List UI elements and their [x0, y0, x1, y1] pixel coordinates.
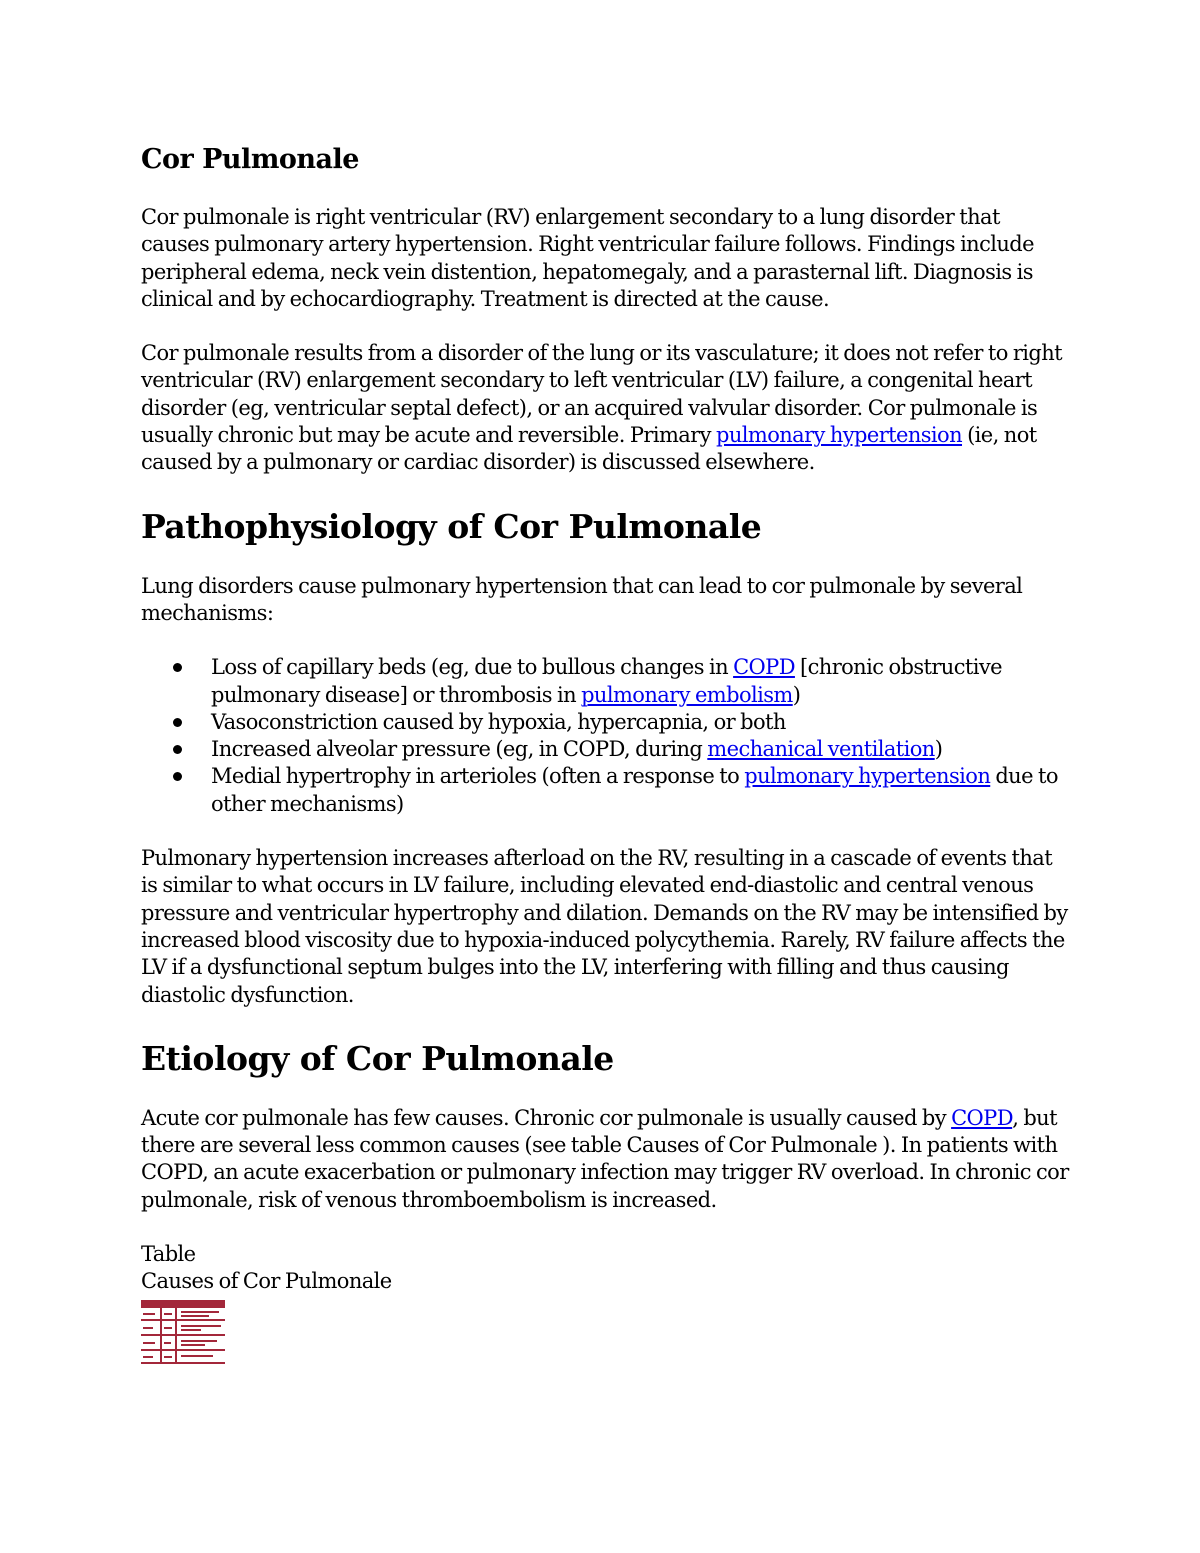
- intro-paragraph: Cor pulmonale is right ventricular (RV) enlargement secondary to a lung disorder that causes pulmonary artery hypertension. Right ventricular failure follows. Findings include peripheral edema, neck vein distention, hepatomegaly, and a parasternal lift. Diagnosis is clinical and by echocardiography. Treatment is directed at the cause.: [141, 205, 1034, 311]
- table-title: Causes of Cor Pulmonale: [141, 1269, 392, 1294]
- list-item: Loss of capillary beds (eg, due to bullous changes in COPD [chronic obstructive pulmonary disease] or thrombosis in pulmonary embolism): [141, 654, 1071, 709]
- pulmonary-embolism-link[interactable]: pulmonary embolism: [581, 682, 793, 707]
- copd-link[interactable]: COPD: [951, 1105, 1013, 1130]
- table-icon[interactable]: [141, 1300, 225, 1364]
- pathophysiology-lead: Lung disorders cause pulmonary hypertension that can lead to cor pulmonale by several mechanisms:: [141, 573, 1023, 625]
- list-item: Vasoconstriction caused by hypoxia, hypercapnia, or both: [141, 709, 1071, 736]
- etiology-heading: Etiology of Cor Pulmonale: [141, 1038, 614, 1078]
- table-label: Table: [141, 1242, 196, 1267]
- etiology-paragraph: Acute cor pulmonale has few causes. Chronic cor pulmonale is usually caused by COPD, but there are several less common causes (see table Causes of Cor Pulmonale ). In patients with COPD, an acute exacerbation or pulmonary infection may trigger RV overload. In chronic cor pulmonale, risk of venous thromboembolism is increased.: [141, 1105, 1069, 1212]
- bullet-icon: [173, 718, 182, 727]
- scope-paragraph: [141, 340, 1071, 476]
- mechanical-ventilation-link[interactable]: mechanical ventilation: [707, 737, 935, 762]
- list-item: Medial hypertrophy in arterioles (often a response to pulmonary hypertension due to other mechanisms): [141, 763, 1071, 818]
- scope-text-1: Cor pulmonale results from a disorder of the lung or its vasculature; it does not refer to right ventricular (RV) enlargement secondary to left ventricular (LV) failure, a congenital heart disorder (eg, ventricular septal defect), or an acquired valvular disorder. Cor pulmonale is usually chronic but may be acute and reversible. Primary: [141, 341, 1062, 448]
- scope-text-2: (ie, not caused by a pulmonary or cardiac disorder) is discussed elsewhere.: [141, 423, 1037, 475]
- bullet-icon: [173, 772, 182, 781]
- list-item: Increased alveolar pressure (eg, in COPD, during mechanical ventilation): [141, 736, 1071, 763]
- document-page: [141, 140, 1071, 1364]
- pulmonary-hypertension-link[interactable]: pulmonary hypertension: [716, 423, 963, 448]
- pulmonary-hypertension-link[interactable]: pulmonary hypertension: [744, 764, 991, 789]
- bullet-icon: [173, 745, 182, 754]
- pathophysiology-body: Pulmonary hypertension increases afterload on the RV, resulting in a cascade of events that is similar to what occurs in LV failure, including elevated end-diastolic and central venous pressure and ventricular hypertrophy and dilation. Demands on the RV may be intensified by increased blood viscosity due to hypoxia-induced polycythemia. Rarely, RV failure affects the LV if a dysfunctional septum bulges into the LV, interfering with filling and thus causing diastolic dysfunction.: [141, 846, 1068, 1007]
- page-title: Cor Pulmonale: [141, 144, 359, 175]
- copd-link[interactable]: COPD: [733, 655, 795, 680]
- mechanisms-list: [141, 654, 1071, 818]
- bullet-icon: [173, 663, 182, 672]
- pathophysiology-heading: Pathophysiology of Cor Pulmonale: [141, 506, 762, 546]
